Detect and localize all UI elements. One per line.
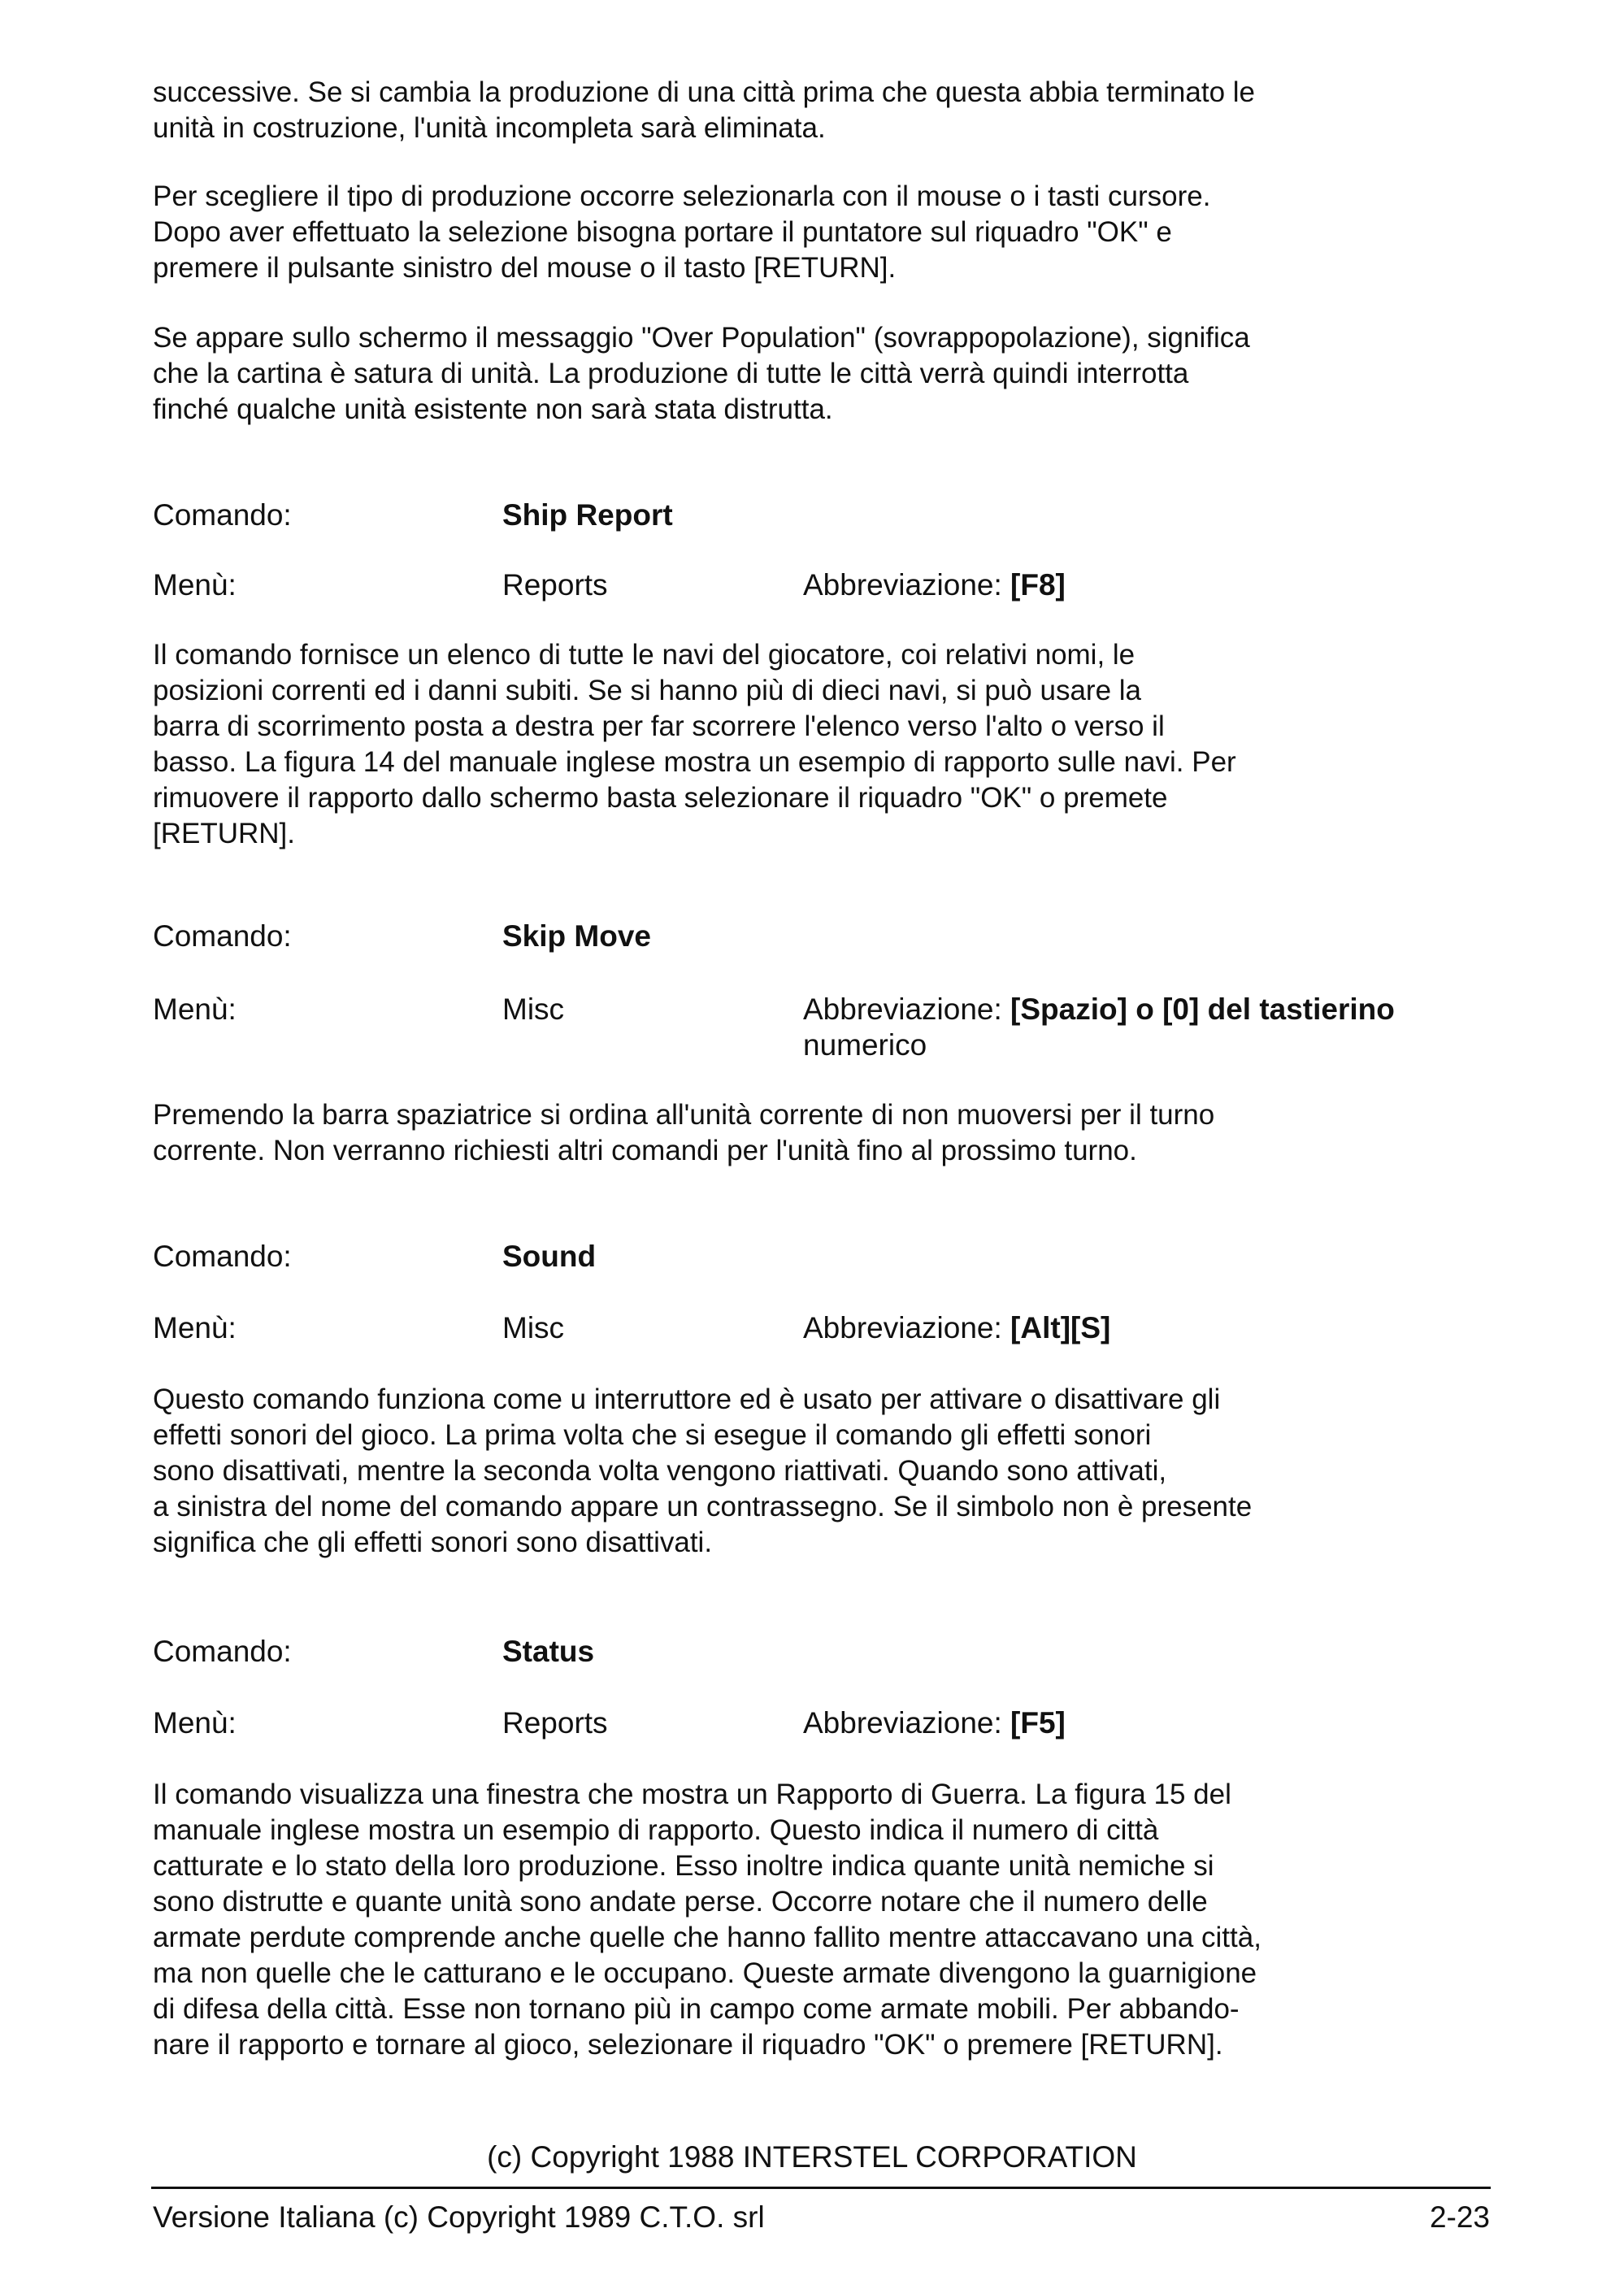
abbreviation-label: Abbreviazione: [803,1311,1002,1344]
intro-paragraph-3 [153,320,1486,428]
text-line: Per scegliere il tipo di produzione occorre selezionarla con il mouse o i tasti cursore. [153,180,1211,212]
text-line: a sinistra del nome del comando appare un contrassegno. Se il simbolo non è presente [153,1491,1253,1522]
abbreviation-label: Abbreviazione: [803,568,1002,602]
text-line: successive. Se si cambia la produzione di una città prima che questa abbia terminato le [153,76,1256,108]
menu-value: Reports [502,1706,608,1740]
text-line: posizioni correnti ed i danni subiti. Se si hanno più di dieci navi, si può usare la [153,675,1141,706]
text-line: Il comando fornisce un elenco di tutte le navi del giocatore, coi relativi nomi, le [153,639,1135,671]
menu-value: Misc [502,1311,565,1344]
text-line: unità in costruzione, l'unità incompleta sarà eliminata. [153,112,826,144]
text-line: sono distrutte e quante unità sono andate perse. Occorre notare che il numero delle [153,1886,1208,1918]
ship-report-description [153,637,1486,852]
text-line: [RETURN]. [153,818,295,849]
command-name: Ship Report [502,498,673,532]
menu-row [153,567,1486,608]
text-line: armate perdute comprende anche quelle che hanno fallito mentre attaccavano una città, [153,1922,1261,1953]
text-line: che la cartina è satura di unità. La produzione di tutte le città verrà quindi interrotta [153,358,1189,389]
command-row [153,919,1486,959]
footer-copyright: (c) Copyright 1988 INTERSTEL CORPORATION [487,2140,1137,2174]
menu-label: Menù: [153,1311,237,1344]
text-line: effetti sonori del gioco. La prima volta che si esegue il comando gli effetti sonori [153,1419,1152,1451]
text-line: sono disattivati, mentre la seconda volta vengono riattivati. Quando sono attivati, [153,1455,1167,1487]
shortcut-key: [Spazio] o [0] del tastierino [1010,992,1395,1026]
text-line: barra di scorrimento posta a destra per far scorrere l'elenco verso l'alto o verso il [153,710,1165,742]
menu-value: Reports [502,568,608,602]
command-row [153,1239,1486,1279]
text-line: manuale inglese mostra un esempio di rapporto. Questo indica il numero di città [153,1814,1159,1846]
abbreviation [803,567,1066,603]
command-label: Comando: [153,919,292,953]
sound-description [153,1382,1486,1561]
text-line: finché qualche unità esistente non sarà stata distrutta. [153,393,833,425]
text-line: catturate e lo stato della loro produzione. Esso inoltre indica quante unità nemiche si [153,1850,1214,1882]
intro-paragraph-1 [153,75,1486,146]
command-label: Comando: [153,1240,292,1273]
command-row [153,1634,1486,1674]
text-line: Dopo aver effettuato la selezione bisogna portare il puntatore sul riquadro "OK" e [153,216,1172,248]
shortcut-key: [Alt][S] [1010,1311,1111,1344]
skip-move-description [153,1097,1486,1169]
footer-divider [151,2187,1491,2189]
command-label: Comando: [153,1635,292,1668]
text-line: Il comando visualizza una finestra che mostra un Rapporto di Guerra. La figura 15 del [153,1779,1231,1810]
text-line: premere il pulsante sinistro del mouse o il tasto [RETURN]. [153,252,897,284]
abbreviation [803,1310,1110,1346]
abbreviation-label: Abbreviazione: [803,992,1002,1026]
text-line: corrente. Non verranno richiesti altri comandi per l'unità fino al prossimo turno. [153,1135,1137,1166]
text-line: Premendo la barra spaziatrice si ordina all'unità corrente di non muoversi per il turno [153,1099,1215,1131]
text-line: ma non quelle che le catturano e le occupano. Queste armate divengono la guarnigione [153,1957,1257,1989]
command-label: Comando: [153,498,292,532]
text-line: di difesa della città. Esse non tornano più in campo come armate mobili. Per abbando- [153,1993,1240,2025]
command-name: Sound [502,1240,597,1273]
menu-label: Menù: [153,992,237,1026]
command-name: Skip Move [502,919,651,953]
menu-row [153,1705,1486,1746]
text-line: basso. La figura 14 del manuale inglese mostra un esempio di rapporto sulle navi. Per [153,746,1236,778]
abbreviation-line [803,992,1395,1027]
menu-label: Menù: [153,568,237,602]
menu-row [153,992,1486,1066]
abbreviation-label: Abbreviazione: [803,1706,1002,1740]
command-row [153,497,1486,538]
page-number: 2-23 [1429,2200,1490,2234]
abbreviation-line-2: numerico [803,1028,927,1062]
intro-paragraph-2 [153,179,1486,286]
shortcut-key: [F5] [1010,1706,1066,1740]
command-name: Status [502,1635,595,1668]
abbreviation [803,992,1395,1063]
menu-value: Misc [502,992,565,1026]
text-line: nare il rapporto e tornare al gioco, selezionare il riquadro "OK" o premere [RETURN]. [153,2029,1223,2061]
status-description [153,1777,1486,2063]
menu-label: Menù: [153,1706,237,1740]
footer-version: Versione Italiana (c) Copyright 1989 C.T.O. srl [153,2200,765,2234]
text-line: Se appare sullo schermo il messaggio "Over Population" (sovrappopolazione), significa [153,322,1250,354]
text-line: significa che gli effetti sonori sono disattivati. [153,1527,713,1558]
text-line: rimuovere il rapporto dallo schermo basta selezionare il riquadro "OK" o premete [153,782,1168,814]
abbreviation [803,1705,1066,1741]
shortcut-key: [F8] [1010,568,1066,602]
text-line: Questo comando funziona come u interruttore ed è usato per attivare o disattivare gli [153,1383,1221,1415]
menu-row [153,1310,1486,1351]
